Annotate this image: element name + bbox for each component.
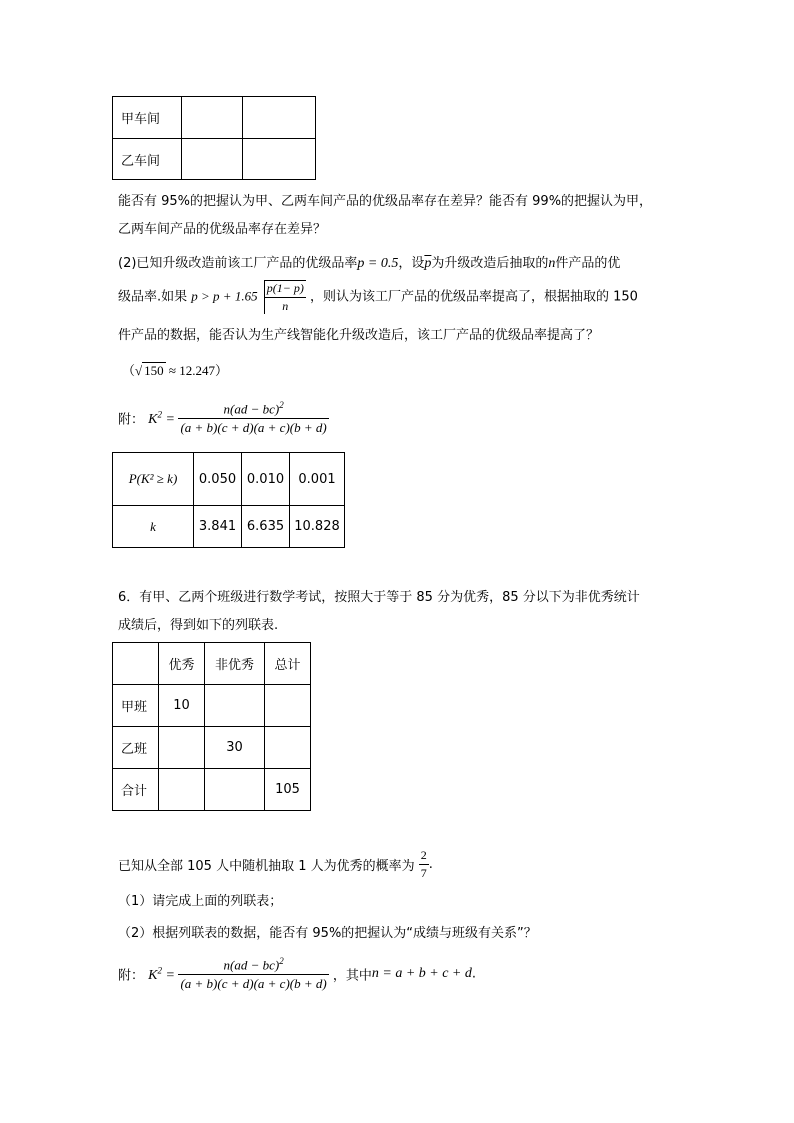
row-label-yi: 乙车间	[113, 139, 182, 180]
table-cell	[182, 139, 243, 180]
fraction-numerator: n(ad − bc)	[223, 957, 280, 973]
approx-value: ≈ 12.247	[165, 363, 216, 378]
contingency-table	[112, 642, 311, 811]
subquestion-1: （1）请完成上面的列联表；	[118, 894, 283, 909]
table-cell	[159, 727, 205, 769]
math-where: n = a + b + c + d	[371, 966, 472, 982]
text-span: 级品率.如果	[118, 289, 188, 305]
formula-lhs: K	[148, 967, 158, 983]
fraction-denominator: (a + b)(c + d)(a + c)(b + d)	[180, 420, 327, 436]
part2-line3: 件产品的数据，能否认为生产线智能化升级改造后，该工厂产品的优级品率提高了？	[118, 328, 600, 343]
table-cell	[159, 769, 205, 811]
table-cell	[265, 727, 311, 769]
k-value-cell: 6.635	[242, 506, 290, 548]
table-header-cell	[113, 643, 159, 685]
probability-line	[118, 848, 433, 881]
table-cell	[243, 97, 316, 139]
table-cell: 10	[159, 685, 205, 727]
text-span: 件产品的优	[555, 256, 621, 271]
radicand: 150	[144, 363, 164, 378]
part2-line1	[118, 252, 620, 272]
p-value-cell: 0.050	[194, 453, 242, 506]
chi-square-formula: 附： $K^2$ = $\frac{n(ad - bc)^2}{(a + b)(c + d)(a + c)(b + d)}$	[118, 400, 327, 436]
row-label-jia: 甲车间	[113, 97, 182, 139]
math-inequality: p > p + 1.65	[191, 288, 258, 304]
text-span: ，则认为该工厂产品的优级品率提高了，根据抽取的 150	[309, 289, 638, 305]
probability-fraction	[419, 848, 429, 881]
k-value-cell: 10.828	[290, 506, 345, 548]
question-text-line: 能否有 95%的把握认为甲、乙两车间产品的优级品率存在差异？能否有 99%的把握认为甲，	[118, 194, 653, 209]
workshop-table	[112, 96, 316, 180]
p-value-cell: 0.001	[290, 453, 345, 506]
row-label: 合计	[113, 769, 159, 811]
critical-value-table	[112, 452, 345, 548]
text-span: (2)已知升级改造前该工厂产品的优级品率	[118, 256, 358, 271]
fraction-denominator: (a + b)(c + d)(a + c)(b + d)	[180, 976, 327, 992]
table-header-cell: 优秀	[159, 643, 205, 685]
table-row	[113, 769, 311, 811]
text-span: ，其中	[332, 968, 372, 984]
formula-fraction: $\frac{n(ad - bc)^2}{(a + b)(c + d)(a + c)(b + d)}$	[180, 400, 327, 436]
table-cell	[205, 685, 265, 727]
p-value-cell: 0.010	[242, 453, 290, 506]
chi-square-formula-2: 附： $K^2$ = $\frac{n(ad - bc)^2}{(a + b)(c + d)(a + c)(b + d)}$ ，其中n = a + b + c + d.	[118, 956, 477, 992]
fraction-denominator: n	[265, 297, 306, 314]
formula-lhs: K	[148, 411, 158, 427]
text-span: 为升级改造后抽取的	[431, 256, 549, 271]
table-header-cell: 非优秀	[205, 643, 265, 685]
fraction-numerator: 2	[420, 848, 427, 862]
sqrt-hint: （√ 150 ≈ 12.247）	[122, 363, 229, 379]
k-value-cell: 3.841	[194, 506, 242, 548]
text-span: ）	[215, 364, 229, 379]
table-header-cell: 总计	[265, 643, 311, 685]
header-k: k	[113, 506, 194, 548]
table-cell: 105	[265, 769, 311, 811]
text-span: ，设	[398, 256, 425, 271]
question6-line1: 6．有甲、乙两个班级进行数学考试，按照大于等于 85 分为优秀，85 分以下为非优秀统计	[118, 590, 640, 605]
text-span: .	[428, 857, 433, 872]
fraction-numerator: p(1− p)	[266, 281, 304, 295]
formula-prefix: 附：	[118, 968, 145, 984]
row-label: 甲班	[113, 685, 159, 727]
fraction-numerator: n(ad − bc)	[223, 401, 280, 417]
text-span: 已知从全部 105 人中随机抽取 1 人为优秀的概率为	[118, 859, 415, 874]
table-cell	[205, 769, 265, 811]
row-label: 乙班	[113, 727, 159, 769]
formula-prefix: 附：	[118, 412, 145, 428]
question-text-line: 乙两车间产品的优级品率存在差异？	[118, 222, 327, 237]
table-cell: 30	[205, 727, 265, 769]
formula-fraction: $\frac{n(ad - bc)^2}{(a + b)(c + d)(a + c)(b + d)}$	[180, 956, 327, 992]
math-n: n	[548, 256, 556, 271]
part2-line2	[118, 280, 638, 314]
table-row	[113, 727, 311, 769]
table-row	[113, 685, 311, 727]
sqrt-fraction	[264, 280, 306, 314]
text-span: （	[122, 364, 136, 379]
question6-line2: 成绩后，得到如下的列联表.	[118, 618, 279, 633]
math-p-eq: p = 0.5	[357, 256, 399, 271]
subquestion-2: （2）根据列联表的数据，能否有 95%的把握认为“成绩与班级有关系”？	[118, 926, 537, 941]
table-cell	[243, 139, 316, 180]
table-cell	[265, 685, 311, 727]
fraction-denominator: 7	[420, 866, 427, 880]
header-probability: P(K² ≥ k)	[113, 453, 194, 506]
table-cell	[182, 97, 243, 139]
math-pbar: $\overline{p}$	[424, 256, 432, 271]
text-span: .	[471, 966, 477, 982]
